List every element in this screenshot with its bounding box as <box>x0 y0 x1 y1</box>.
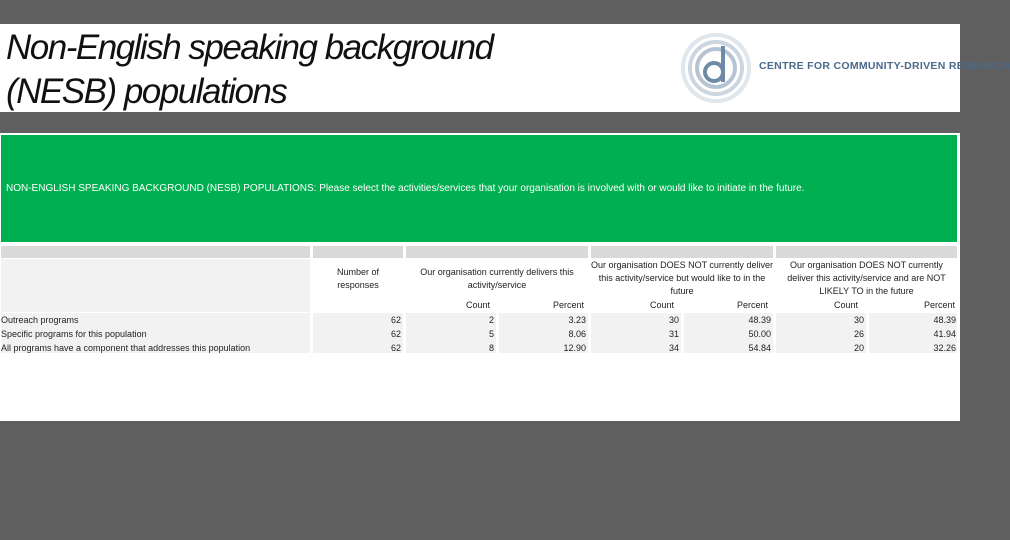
title-line-1: Non-English speaking background <box>6 28 493 67</box>
row-would-like-percent: 54.84 <box>748 343 771 353</box>
row-delivers-count: 8 <box>488 343 494 353</box>
bottom-area <box>0 421 960 540</box>
row-not-likely-percent: 48.39 <box>933 315 956 325</box>
row-label: Specific programs for this population <box>1 329 147 339</box>
sub-percent-would-like: Percent <box>736 300 768 310</box>
col-not-likely: Our organisation DOES NOT currently deliver this activity/service and are NOT LIKELY TO in the future <box>787 260 946 296</box>
row-label: Outreach programs <box>1 315 79 325</box>
row-delivers-percent: 3.23 <box>568 315 586 325</box>
question-text: NON-ENGLISH SPEAKING BACKGROUND (NESB) POPULATIONS: Please select the activities/services that your organisation is involved with or would like to initiate in the future. <box>6 183 805 194</box>
label-header-cell <box>1 259 310 312</box>
top-strip <box>0 0 960 24</box>
row-would-like-percent: 50.00 <box>748 329 771 339</box>
header-bar-labels <box>1 246 310 258</box>
row-delivers-percent: 8.06 <box>568 329 586 339</box>
sub-count-not-likely: Count <box>833 300 859 310</box>
row-would-like-percent: 48.39 <box>748 315 771 325</box>
slide-header <box>0 24 1010 112</box>
row-not-likely-count: 26 <box>853 329 864 339</box>
sub-count-delivers: Count <box>465 300 491 310</box>
row-delivers-count: 5 <box>488 329 494 339</box>
row-not-likely-percent: 32.26 <box>933 343 956 353</box>
col-would-like: Our organisation DOES NOT currently deliver this activity/service but would like to in the future <box>591 260 773 296</box>
title-line-2: (NESB) populations <box>6 72 287 111</box>
row-would-like-count: 30 <box>668 315 679 325</box>
row-not-likely-count: 20 <box>853 343 864 353</box>
header-bar-delivers <box>406 246 588 258</box>
row-delivers-count: 2 <box>488 315 494 325</box>
header-bar-not-likely <box>776 246 957 258</box>
row-delivers-percent: 12.90 <box>563 343 586 353</box>
row-would-like-count: 34 <box>668 343 679 353</box>
row-responses: 62 <box>390 315 401 325</box>
row-responses: 62 <box>390 343 401 353</box>
row-not-likely-count: 30 <box>853 315 864 325</box>
col-delivers: Our organisation currently delivers this activity/service <box>420 267 574 290</box>
row-not-likely-percent: 41.94 <box>933 329 956 339</box>
row-label: All programs have a component that addresses this population <box>1 343 251 353</box>
sub-percent-not-likely: Percent <box>923 300 955 310</box>
sub-percent-delivers: Percent <box>552 300 584 310</box>
slide-title <box>6 26 493 114</box>
col-responses: Number of responses <box>336 267 380 290</box>
header-bar-responses <box>313 246 403 258</box>
cdr-logo-icon <box>680 32 752 104</box>
sub-count-would-like: Count <box>649 300 675 310</box>
row-responses: 62 <box>390 329 401 339</box>
header-bar-would-like <box>591 246 773 258</box>
row-would-like-count: 31 <box>668 329 679 339</box>
logo-text: CENTRE FOR COMMUNITY-DRIVEN RESEARCH <box>759 60 1010 72</box>
